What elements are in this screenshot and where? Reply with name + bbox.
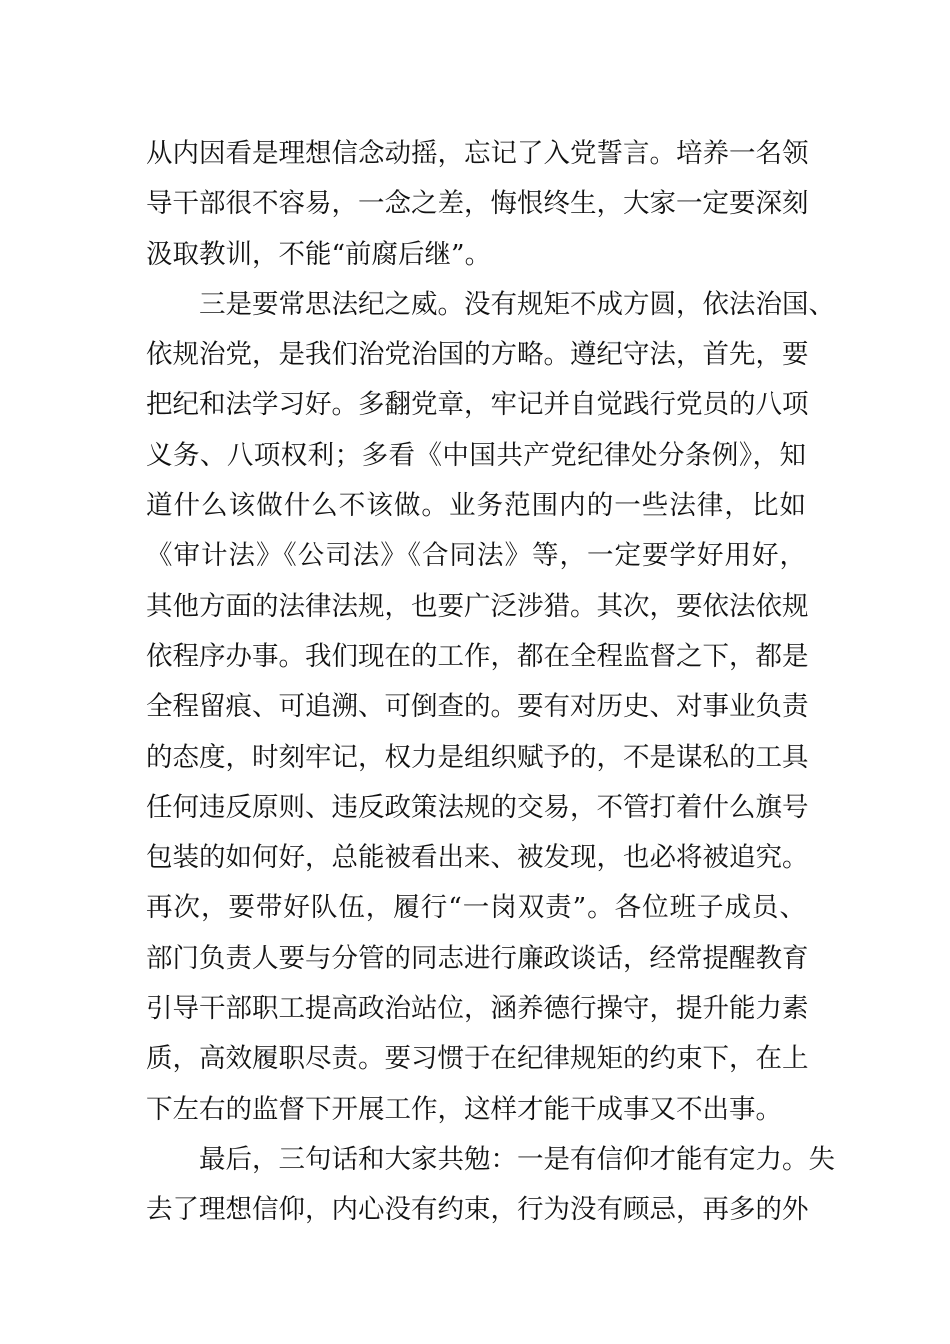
paragraph-3 (146, 1135, 835, 1236)
text-line: 其他方面的法律法规，也要广泛涉猎。其次，要依法依规 (146, 590, 809, 622)
text-line: 的态度，时刻牢记，权力是组织赋予的，不是谋私的工具 (146, 741, 809, 773)
paragraph-1 (146, 129, 809, 280)
text-line: 从内因看是理想信念动摇，忘记了入党誓言。培养一名领 (146, 138, 809, 169)
text-line: 最后，三句话和大家共勉：一是有信仰才能有定力。失 (146, 1143, 835, 1175)
paragraph-2 (146, 280, 835, 1135)
text-line: 任何违反原则、违反政策法规的交易，不管打着什么旗号 (146, 791, 809, 823)
document-body (146, 129, 835, 1236)
text-line: 汲取教训，不能“前腐后继”。 (146, 238, 492, 270)
text-line: 去了理想信仰，内心没有约束，行为没有顾忌，再多的外 (146, 1194, 809, 1226)
text-line: 下左右的监督下开展工作，这样才能干成事又不出事。 (146, 1093, 782, 1125)
text-line: 三是要常思法纪之威。没有规矩不成方圆，依法治国、 (146, 288, 835, 320)
text-line: 质，高效履职尽责。要习惯于在纪律规矩的约束下，在上 (146, 1043, 809, 1075)
text-line: 部门负责人要与分管的同志进行廉政谈话，经常提醒教育 (146, 942, 809, 974)
text-line: 依规治党，是我们治党治国的方略。遵纪守法，首先，要 (146, 339, 809, 371)
text-line: 包装的如何好，总能被看出来、被发现，也必将被追究。 (146, 842, 809, 874)
text-line: 再次，要带好队伍，履行“一岗双责”。各位班子成员、 (146, 892, 806, 924)
text-line: 道什么该做什么不该做。业务范围内的一些法律，比如 (146, 490, 806, 522)
text-line: 全程留痕、可追溯、可倒查的。要有对历史、对事业负责 (146, 691, 809, 723)
text-line: 依程序办事。我们现在的工作，都在全程监督之下，都是 (146, 640, 809, 672)
text-line: 导干部很不容易，一念之差，悔恨终生，大家一定要深刻 (146, 188, 809, 220)
text-line: 义务、八项权利；多看《中国共产党纪律处分条例》，知 (146, 439, 806, 471)
text-line: 把纪和法学习好。多翻党章，牢记并自觉践行党员的八项 (146, 389, 809, 421)
text-line: 《审计法》《公司法》《合同法》等，一定要学好用好， (146, 540, 806, 572)
text-line: 引导干部职工提高政治站位，涵养德行操守，提升能力素 (146, 993, 809, 1025)
